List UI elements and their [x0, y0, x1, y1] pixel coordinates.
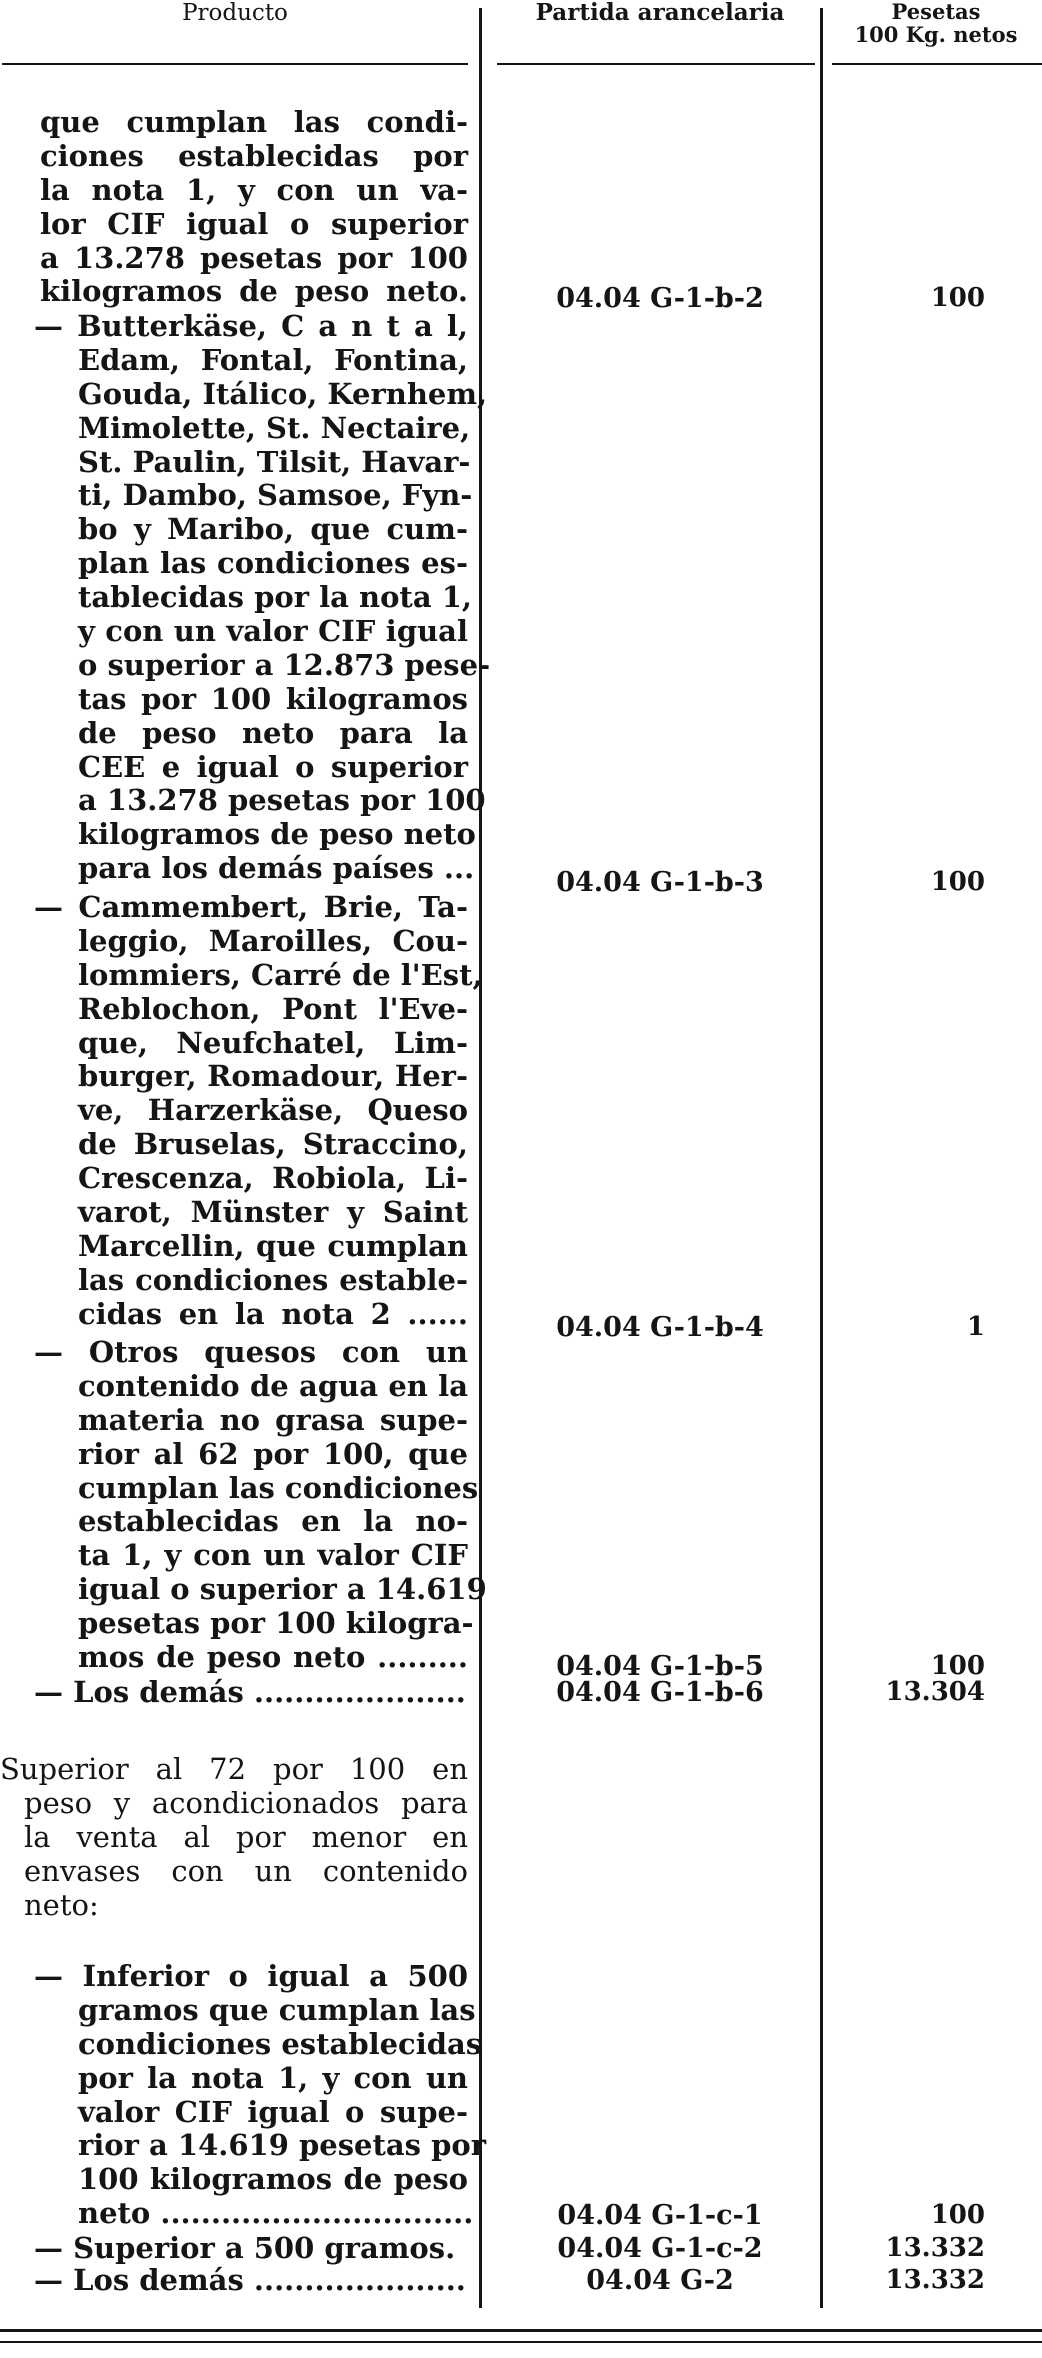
tariff-code: 04.04 G-1-b-5 — [556, 1651, 764, 1682]
column-divider-2 — [820, 8, 823, 2308]
product-line: establecidas en la no- — [78, 1504, 468, 1539]
product-entry-7 — [34, 2232, 468, 2266]
product-line: — Butterkäse, C a n t a l, — [34, 309, 468, 343]
product-entry-2 — [34, 309, 491, 886]
header-rule-product — [2, 63, 468, 65]
tariff-code: 04.04 G-1-b-3 — [556, 867, 764, 898]
bottom-rule-2 — [0, 2341, 1042, 2343]
product-line: a 13.278 pesetas por 100 — [78, 783, 486, 818]
section-line: Superior al 72 por 100 en — [0, 1752, 468, 1786]
product-line: ti, Dambo, Samsoe, Fyn- — [78, 478, 473, 513]
pesetas-value: 100 — [930, 1651, 985, 1681]
section-line: peso y acondicionados para — [24, 1785, 468, 1820]
pesetas-value: 13.304 — [885, 1677, 985, 1707]
product-line: de Bruselas, Straccino, — [78, 1127, 468, 1162]
product-entry-3 — [34, 890, 483, 1332]
product-line: tas por 100 kilogramos — [78, 681, 468, 716]
pesetas-value: 1 — [966, 1312, 985, 1342]
product-line: cumplan las condiciones — [78, 1470, 479, 1505]
product-line: rior a 14.619 pesetas por — [78, 2128, 486, 2163]
product-line: por la nota 1, y con un — [78, 2060, 468, 2095]
product-line: plan las condiciones es- — [78, 546, 468, 581]
product-line: a 13.278 pesetas por 100 — [40, 240, 468, 275]
header-pesetas-line2: 100 Kg. netos — [854, 22, 1018, 47]
tariff-code: 04.04 G-2 — [586, 2265, 734, 2296]
product-line: Reblochon, Pont l'Eve- — [78, 991, 468, 1026]
product-line: tablecidas por la nota 1, — [78, 580, 472, 615]
product-entry-5 — [34, 1676, 468, 1710]
product-line: kilogramos de peso neto — [78, 817, 476, 852]
product-line: pesetas por 100 kilogra- — [78, 1606, 474, 1641]
product-line: igual o superior a 14.619 — [78, 1572, 487, 1607]
product-line: 100 kilogramos de peso — [78, 2162, 468, 2197]
tariff-code: 04.04 G-1-b-4 — [556, 1312, 764, 1343]
product-line: cidas en la nota 2 ...... — [78, 1296, 468, 1331]
product-line: ta 1, y con un valor CIF — [78, 1538, 468, 1573]
product-line: — Los demás ..................... — [34, 1675, 466, 1709]
pesetas-value: 100 — [930, 2200, 985, 2230]
product-line: las condiciones estable- — [78, 1262, 468, 1297]
product-line: CEE e igual o superior — [78, 749, 468, 784]
bottom-rule — [0, 2329, 1042, 2332]
product-line: contenido de agua en la — [78, 1368, 468, 1403]
product-line: — Cammembert, Brie, Ta- — [34, 890, 468, 924]
tariff-code: 04.04 G-1-b-6 — [556, 1677, 764, 1708]
header-rule-partida — [497, 63, 815, 65]
section-line: la venta al por menor en — [24, 1819, 468, 1854]
header-partida: Partida arancelaria — [535, 0, 785, 26]
product-entry-6 — [34, 1959, 486, 2231]
product-line: St. Paulin, Tilsit, Havar- — [78, 444, 471, 479]
product-entry-4 — [34, 1335, 487, 1675]
product-line: lor CIF igual o superior — [40, 206, 468, 241]
product-line: burger, Romadour, Her- — [78, 1059, 468, 1094]
product-line: — Inferior o igual a 500 — [34, 1959, 468, 1993]
product-line: ciones establecidas por — [40, 138, 468, 173]
product-line: — Otros quesos con un — [34, 1335, 468, 1369]
product-line: Mimolette, St. Nectaire, — [78, 410, 471, 445]
section-heading — [0, 1753, 468, 1922]
product-line: gramos que cumplan las — [78, 1992, 476, 2027]
product-line: varot, Münster y Saint — [78, 1195, 468, 1230]
product-line: kilogramos de peso neto. — [40, 274, 468, 309]
pesetas-value: 13.332 — [885, 2265, 985, 2295]
product-line: que, Neufchatel, Lim- — [78, 1025, 468, 1060]
product-line: Edam, Fontal, Fontina, — [78, 342, 468, 377]
product-line: bo y Maribo, que cum- — [78, 512, 468, 547]
product-line: Marcellin, que cumplan — [78, 1228, 468, 1263]
product-line: de peso neto para la — [78, 715, 468, 750]
section-line: neto: — [24, 1887, 99, 1922]
section-line: envases con un contenido — [24, 1853, 468, 1888]
pesetas-value: 100 — [930, 867, 985, 897]
header-rule-pesetas — [832, 63, 1042, 65]
product-line: leggio, Maroilles, Cou- — [78, 923, 468, 958]
product-line: lommiers, Carré de l'Est, — [78, 957, 483, 992]
product-line: neto ............................... — [78, 2196, 474, 2231]
product-line: — Superior a 500 gramos. — [34, 2231, 456, 2265]
product-line: condiciones establecidas — [78, 2026, 483, 2061]
product-line: que cumplan las condi- — [40, 105, 468, 139]
product-line: la nota 1, y con un va- — [40, 172, 468, 207]
product-line: y con un valor CIF igual — [78, 614, 468, 649]
tariff-code: 04.04 G-1-c-1 — [557, 2200, 763, 2231]
product-line: ve, Harzerkäse, Queso — [78, 1093, 468, 1128]
pesetas-value: 100 — [930, 283, 985, 313]
product-line: rior al 62 por 100, que — [78, 1436, 468, 1471]
product-line: para los demás países ... — [78, 851, 475, 886]
product-entry-1 — [40, 106, 468, 309]
product-line: valor CIF igual o supe- — [78, 2094, 468, 2129]
header-pesetas-line1: Pesetas — [891, 0, 981, 24]
column-divider-1 — [479, 8, 482, 2308]
header-pesetas — [830, 0, 1042, 46]
tariff-code: 04.04 G-1-b-2 — [556, 283, 764, 314]
product-line: materia no grasa supe- — [78, 1402, 468, 1437]
header-product: Producto — [182, 0, 288, 26]
pesetas-value: 13.332 — [885, 2233, 985, 2263]
product-line: o superior a 12.873 pese- — [78, 647, 491, 682]
product-line: Gouda, Itálico, Kernhem, — [78, 376, 488, 411]
product-line: mos de peso neto ......... — [78, 1640, 468, 1675]
tariff-code: 04.04 G-1-c-2 — [557, 2233, 763, 2264]
product-line: — Los demás ..................... — [34, 2263, 466, 2297]
product-entry-8 — [34, 2264, 468, 2298]
product-line: Crescenza, Robiola, Li- — [78, 1161, 468, 1196]
